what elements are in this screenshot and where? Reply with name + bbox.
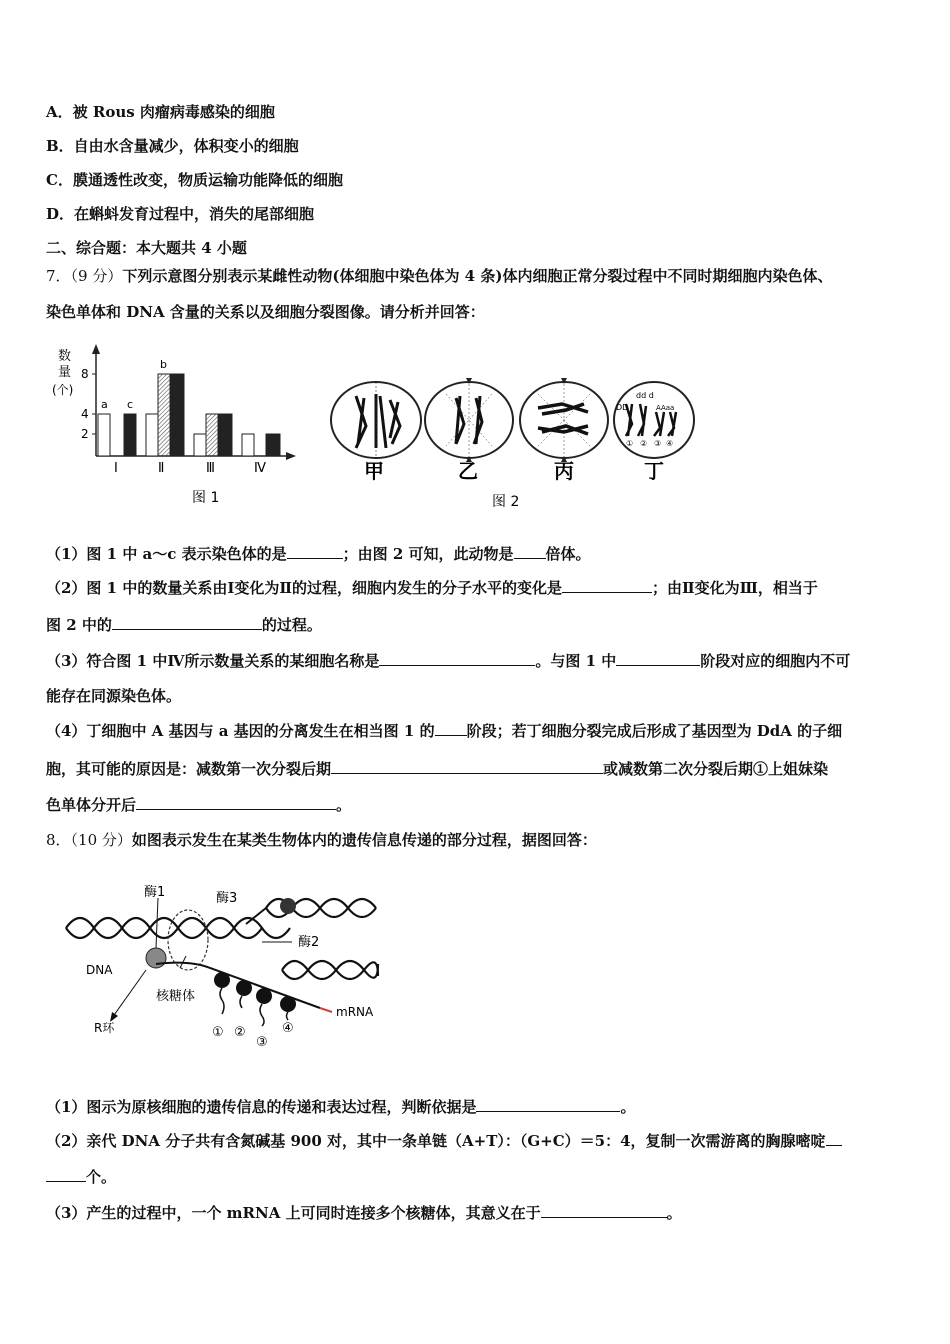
q7-sub3-line2: 能存在同源染色体。 — [46, 687, 182, 705]
q7-sub2-blank-1[interactable] — [562, 577, 652, 593]
dna-strand-2 — [66, 918, 262, 938]
ding-num-4: ④ — [666, 439, 674, 448]
q8-sub1-blank-1[interactable] — [476, 1096, 620, 1112]
q8-sub2-line2 — [46, 1166, 116, 1187]
q8-sub1-text-2: 。 — [620, 1098, 636, 1116]
fig1-category-IV: Ⅳ — [254, 461, 266, 476]
q7-sub4-text-2: 阶段；若丁细胞分裂完成后形成了基因型为 DdA 的子细 — [466, 722, 843, 740]
q7-sub1-text-2: ；由图 2 可知，此动物是 — [342, 545, 514, 563]
q7-sub3-text-2: 。与图 1 中 — [535, 652, 617, 670]
q7-figure-1 — [52, 340, 302, 510]
q7-number: 7． — [46, 267, 71, 285]
cell-label-ding: 丁 — [644, 459, 664, 483]
q8-text: 如图表示发生在某类生物体内的遗传信息传递的部分过程，据图回答： — [131, 831, 597, 849]
q8-sub1-text-1: （1）图示为原核细胞的遗传信息的传递和表达过程，判断依据是 — [46, 1098, 477, 1116]
q8-sub3-blank-1[interactable] — [541, 1202, 667, 1218]
fig1-caption: 图 1 — [192, 490, 220, 506]
ribosome-4 — [280, 996, 296, 1012]
label-num-4: ④ — [282, 1021, 294, 1036]
cell-label-jia: 甲 — [364, 459, 384, 483]
fig1-bar-II-b — [158, 374, 170, 456]
fig1-category-II: Ⅱ — [158, 461, 165, 476]
q7-sub2-text-4: 的过程。 — [261, 616, 322, 634]
fig1-bar-IV-c — [266, 434, 280, 456]
fig1-y-arrow — [92, 344, 100, 354]
peptide-2 — [240, 996, 242, 1008]
q8-sub2-text-2: 个。 — [86, 1168, 117, 1186]
fig1-bar-IV-a — [242, 434, 254, 456]
q7-sub3-blank-2[interactable] — [616, 650, 700, 666]
q8-sub1 — [46, 1096, 635, 1117]
ding-num-1: ① — [626, 439, 634, 448]
q7-sub4-text-3: 胞，其可能的原因是：减数第一次分裂后期 — [46, 760, 332, 778]
fig1-ytick-4: 4 — [81, 407, 89, 421]
ribosome-3 — [256, 988, 272, 1004]
option-c: C．膜通透性改变，物质运输功能降低的细胞 — [46, 171, 343, 189]
q8-figure — [60, 884, 390, 1054]
fig1-bar-II-a — [146, 414, 158, 456]
q7-sub2-line2 — [46, 614, 322, 635]
cell-ding — [614, 382, 694, 458]
peptide-1 — [220, 988, 224, 1014]
q8-stem — [46, 830, 597, 850]
q7-sub4-text-6: 。 — [336, 796, 352, 814]
label-enzyme1: 酶1 — [144, 885, 166, 900]
fig1-ylabel-1: 数 — [58, 349, 72, 364]
q7-figure-2 — [326, 374, 706, 514]
q8-sub3 — [46, 1202, 682, 1223]
ptr-enzyme1 — [156, 898, 158, 948]
q7-stem-line1 — [46, 266, 832, 286]
q7-sub4-line2 — [46, 758, 828, 779]
cell-label-bing: 丙 — [554, 459, 574, 483]
fig1-bar-II-c — [170, 374, 184, 456]
q7-sub4-text-4: 或减数第二次分裂后期①上姐妹染 — [603, 760, 829, 778]
q7-sub3-text-3: 阶段对应的细胞内不可 — [700, 652, 851, 670]
fig1-ylabel-3: (个) — [52, 383, 74, 397]
label-dna: DNA — [86, 963, 113, 977]
mrna-tail — [320, 1008, 332, 1012]
ribosome-1 — [214, 972, 230, 988]
q7-sub4-line3 — [46, 794, 351, 815]
ding-gene-d: dd d — [636, 391, 654, 400]
fig1-bar-label-c: c — [127, 398, 134, 411]
option-a: A．被 Rous 肉瘤病毒感染的细胞 — [46, 103, 275, 121]
q7-sub1 — [46, 543, 591, 564]
q7-score: （9 分） — [70, 267, 123, 285]
fig1-bar-III-c — [218, 414, 232, 456]
q8-sub3-text-1: （3）产生的过程中，一个 mRNA 上可同时连接多个核糖体，其意义在于 — [46, 1204, 541, 1222]
q7-sub4-text-1: （4）丁细胞中 A 基因与 a 基因的分离发生在相当图 1 的 — [46, 722, 435, 740]
fig1-category-III: Ⅲ — [206, 461, 215, 476]
peptide-4 — [287, 1012, 289, 1020]
fig1-bar-label-b: b — [160, 358, 167, 371]
cell-yi — [425, 378, 513, 462]
peptide-3 — [260, 1004, 264, 1026]
label-enzyme2: 酶2 — [298, 935, 320, 950]
q7-sub1-blank-2[interactable] — [514, 543, 546, 559]
label-ribosome: 核糖体 — [156, 989, 196, 1004]
label-mrna: mRNA — [336, 1005, 374, 1019]
q7-sub2-text-3: 图 2 中的 — [46, 616, 112, 634]
label-num-3: ③ — [256, 1035, 268, 1050]
ding-num-2: ② — [640, 439, 648, 448]
q8-sub2-blank-1b[interactable] — [46, 1166, 86, 1182]
q7-sub4-blank-3[interactable] — [136, 794, 336, 810]
q8-number: 8． — [46, 831, 71, 849]
q8-sub2-blank-1a[interactable] — [826, 1130, 842, 1146]
q7-sub2-text-2: ；由Ⅱ变化为Ⅲ，相当于 — [651, 579, 818, 597]
fig1-ylabel-2: 量 — [58, 365, 72, 380]
q7-sub2-blank-2[interactable] — [112, 614, 262, 630]
q7-sub1-blank-1[interactable] — [287, 543, 343, 559]
q7-sub3-line1 — [46, 650, 850, 671]
option-d: D．在蝌蚪发育过程中，消失的尾部细胞 — [46, 205, 315, 223]
fig1-x-arrow — [286, 452, 296, 460]
ribosome-on-dna — [146, 948, 166, 968]
fig1-category-I: Ⅰ — [114, 461, 118, 476]
ding-num-3: ③ — [654, 439, 662, 448]
cell-jia — [331, 382, 421, 458]
q7-sub2-line1 — [46, 577, 818, 598]
q7-sub4-blank-2[interactable] — [331, 758, 603, 774]
q7-sub4-blank-1[interactable] — [435, 720, 467, 736]
label-enzyme3: 酶3 — [216, 891, 238, 906]
q8-score: （10 分） — [70, 831, 132, 849]
q7-sub2-text-1: （2）图 1 中的数量关系由Ⅰ变化为Ⅱ的过程，细胞内发生的分子水平的变化是 — [46, 579, 562, 597]
fig2-caption: 图 2 — [492, 494, 520, 510]
fig1-ytick-8: 8 — [81, 367, 89, 381]
ding-gene-D: DD — [616, 403, 629, 412]
q7-stem-line2: 染色单体和 DNA 含量的关系以及细胞分裂图像。请分析并回答： — [46, 303, 485, 321]
cell-label-yi: 乙 — [458, 459, 478, 483]
q7-sub4-text-5: 色单体分开后 — [46, 796, 137, 814]
fig1-bar-I-c — [124, 414, 136, 456]
q7-sub4-line1 — [46, 720, 842, 741]
q7-sub3-text-1: （3）符合图 1 中Ⅳ所示数量关系的某细胞名称是 — [46, 652, 380, 670]
fig1-bar-I-a — [98, 414, 110, 456]
ding-gene-A: AAaa — [656, 404, 675, 412]
ribosome-2 — [236, 980, 252, 996]
option-b: B．自由水含量减少，体积变小的细胞 — [46, 137, 299, 155]
fig1-ytick-2: 2 — [81, 427, 89, 441]
enzyme3-blob — [280, 898, 296, 914]
q7-sub1-text-3: 倍体。 — [545, 545, 591, 563]
q7-sub3-blank-1[interactable] — [379, 650, 535, 666]
ptr-rloop — [112, 970, 146, 1018]
q8-sub2-line1 — [46, 1130, 842, 1151]
q8-sub2-text-1: （2）亲代 DNA 分子共有含氮碱基 900 对，其中一条单链（A+T）：（G+C）＝5：4，复制一次需游离的胸腺嘧啶 — [46, 1132, 826, 1150]
q7-sub1-text-1: （1）图 1 中 a～c 表示染色体的是 — [46, 545, 287, 563]
label-r-loop: R环 — [94, 1021, 115, 1035]
cell-bing — [520, 378, 608, 462]
q8-sub3-text-2: 。 — [666, 1204, 682, 1222]
label-num-1: ① — [212, 1025, 224, 1040]
q7-text1: 下列示意图分别表示某雌性动物(体细胞中染色体为 4 条)体内细胞正常分裂过程中不同时期细胞内染色体、 — [122, 267, 833, 285]
fig1-bar-III-b — [206, 414, 218, 456]
section-heading: 二、综合题：本大题共 4 小题 — [46, 239, 247, 257]
fig1-bar-III-a — [194, 434, 206, 456]
fig1-bar-label-a: a — [101, 398, 108, 411]
label-num-2: ② — [234, 1025, 246, 1040]
